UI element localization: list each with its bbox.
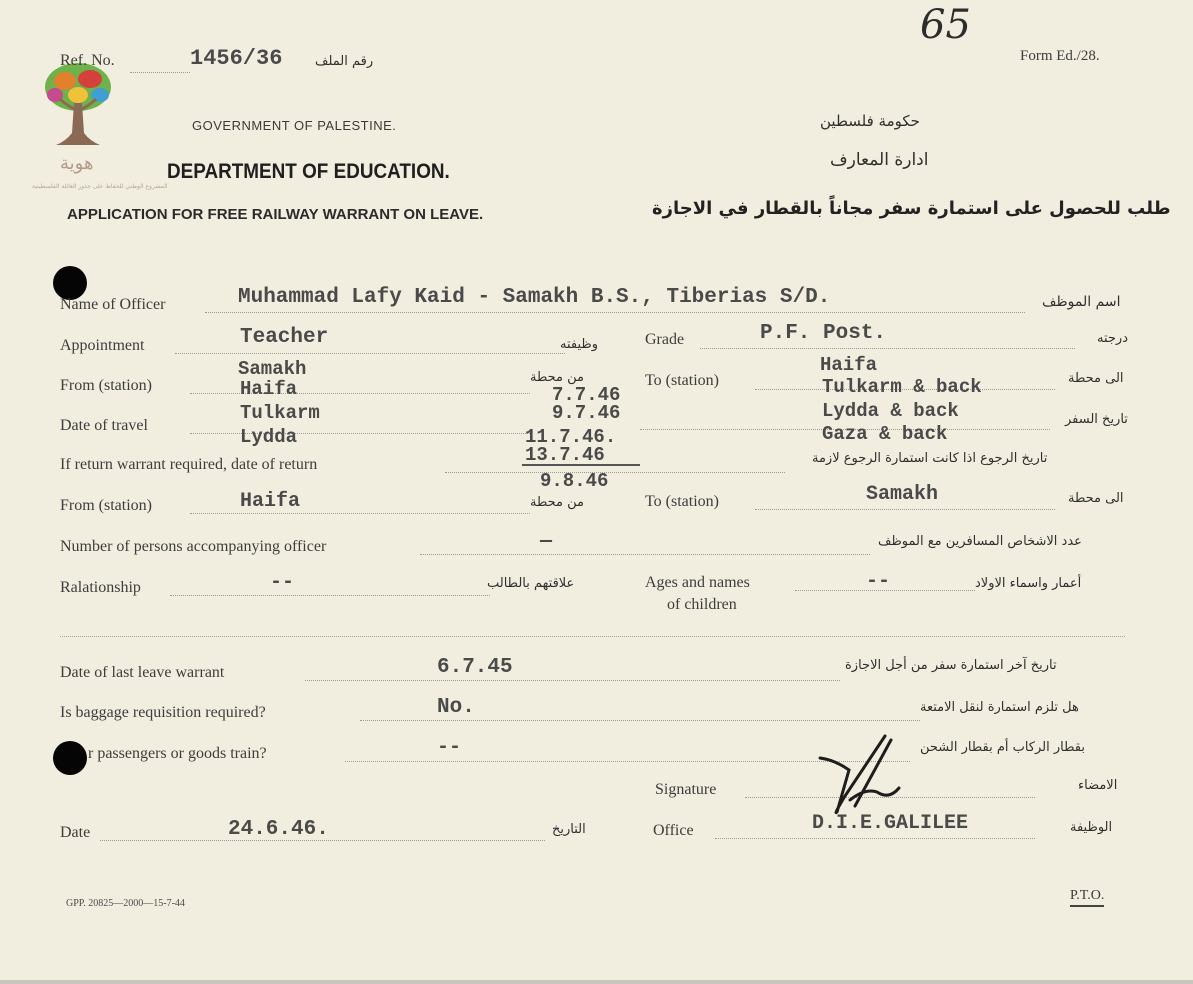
name-value: Muhammad Lafy Kaid - Samakh B.S., Tiberias S/D. <box>238 286 831 309</box>
from-station-2: Haifa <box>240 378 298 400</box>
appointment-label: Appointment <box>60 337 145 354</box>
from-station-1: Samakh <box>238 358 307 380</box>
train-arabic: بقطار الركاب أم بقطار الشحن <box>920 740 1085 755</box>
from-station-3: Tulkarm <box>240 402 320 424</box>
relationship-arabic: علاقتهم بالطالب <box>487 576 575 591</box>
return-date: 9.8.46 <box>540 470 609 492</box>
form-title: APPLICATION FOR FREE RAILWAY WARRANT ON LEAVE. <box>67 206 484 223</box>
to-station-4: Gaza & back <box>822 423 948 445</box>
office-arabic: الوظيفة <box>1070 820 1113 835</box>
date-label: Date <box>60 824 91 841</box>
return-label: If return warrant required, date of return <box>60 456 318 473</box>
ref-arabic: رقم الملف <box>315 54 374 69</box>
logo <box>32 55 168 205</box>
appointment-arabic: وظيفته <box>560 337 599 352</box>
persons-value: — <box>540 530 553 553</box>
logo-name: هوية <box>60 153 94 174</box>
date-travel-label: Date of travel <box>60 417 148 434</box>
ref-value: 1456/36 <box>190 46 283 71</box>
return-arabic: تاريخ الرجوع اذا كانت استمارة الرجوع لازمة <box>812 451 1048 466</box>
baggage-value: No. <box>437 696 475 719</box>
return-from-label: From (station) <box>60 497 152 514</box>
return-to-label: To (station) <box>645 493 719 510</box>
persons-arabic: عدد الاشخاص المسافرين مع الموظف <box>878 534 1082 549</box>
print-code: GPP. 20825—2000—15-7-44 <box>66 898 185 909</box>
train-label: r passengers or goods train? <box>88 745 267 762</box>
return-from-arabic: من محطة <box>530 495 584 510</box>
appointment-value: Teacher <box>240 326 329 349</box>
last-leave-value: 6.7.45 <box>437 656 513 679</box>
logo-caption: المشروع الوطني للحفاظ على جذور العائلة الفلسطينية <box>32 183 168 190</box>
form-title-arabic: طلب للحصول على استمارة سفر مجاناً بالقطار في الاجازة <box>652 198 1171 219</box>
from-station-arabic: من محطة <box>530 370 584 385</box>
travel-date-1: 7.7.46 <box>552 384 621 406</box>
grade-arabic: درجته <box>1097 331 1128 346</box>
pto-label: P.T.O. <box>1070 888 1104 907</box>
to-station-1: Haifa <box>820 354 878 376</box>
grade-value: P.F. Post. <box>760 322 887 345</box>
signature-arabic: الامضاء <box>1078 778 1118 793</box>
return-from-value: Haifa <box>240 490 301 513</box>
ages-value: -- <box>866 570 891 593</box>
signature-label: Signature <box>655 781 717 798</box>
travel-date-3: 11.7.46. <box>525 426 617 448</box>
punch-hole-bottom <box>53 741 87 775</box>
travel-date-4: 13.7.46 <box>525 444 605 466</box>
last-leave-arabic: تاريخ آخر استمارة سفر من أجل الاجازة <box>845 658 1057 673</box>
train-value: -- <box>437 736 462 759</box>
tree-logo-icon <box>38 55 118 155</box>
from-station-4: Lydda <box>240 426 298 448</box>
ages-label-line2: of children <box>667 596 737 613</box>
page-number: 65 <box>920 2 971 48</box>
name-arabic: اسم الموظف <box>1042 294 1121 310</box>
persons-label: Number of persons accompanying officer <box>60 538 327 555</box>
grade-label: Grade <box>645 331 685 348</box>
to-station-3: Lydda & back <box>822 400 959 422</box>
form-id: Form Ed./28. <box>1020 48 1100 64</box>
baggage-label: Is baggage requisition required? <box>60 704 266 721</box>
name-label: Name of Officer <box>60 296 166 313</box>
department-title: DEPARTMENT OF EDUCATION. <box>167 160 450 183</box>
baggage-arabic: هل تلزم استمارة لنقل الامتعة <box>920 700 1079 715</box>
to-station-label: To (station) <box>645 372 719 389</box>
office-value: D.I.E.GALILEE <box>812 812 969 835</box>
return-to-arabic: الى محطة <box>1068 491 1124 506</box>
to-station-2: Tulkarm & back <box>822 376 982 398</box>
government-title: GOVERNMENT OF PALESTINE. <box>192 118 397 133</box>
return-to-value: Samakh <box>866 483 939 506</box>
date-value: 24.6.46. <box>228 818 329 841</box>
travel-date-2: 9.7.46 <box>552 402 621 424</box>
to-station-arabic: الى محطة <box>1068 371 1124 386</box>
ref-label: Ref. No. <box>60 52 115 69</box>
punch-hole-top <box>53 266 87 300</box>
date-arabic: التاريخ <box>552 822 586 837</box>
date-travel-arabic: تاريخ السفر <box>1065 412 1128 427</box>
ages-label-line1: Ages and names <box>645 574 750 591</box>
ages-arabic: أعمار واسماء الاولاد <box>975 576 1082 591</box>
last-leave-label: Date of last leave warrant <box>60 664 225 681</box>
relationship-label: Ralationship <box>60 579 141 596</box>
from-station-label: From (station) <box>60 377 152 394</box>
department-arabic: ادارة المعارف <box>830 150 929 170</box>
relationship-value: -- <box>270 571 295 594</box>
government-arabic: حكومة فلسطين <box>820 112 920 130</box>
office-label: Office <box>653 822 694 839</box>
signature-mark <box>815 730 905 820</box>
